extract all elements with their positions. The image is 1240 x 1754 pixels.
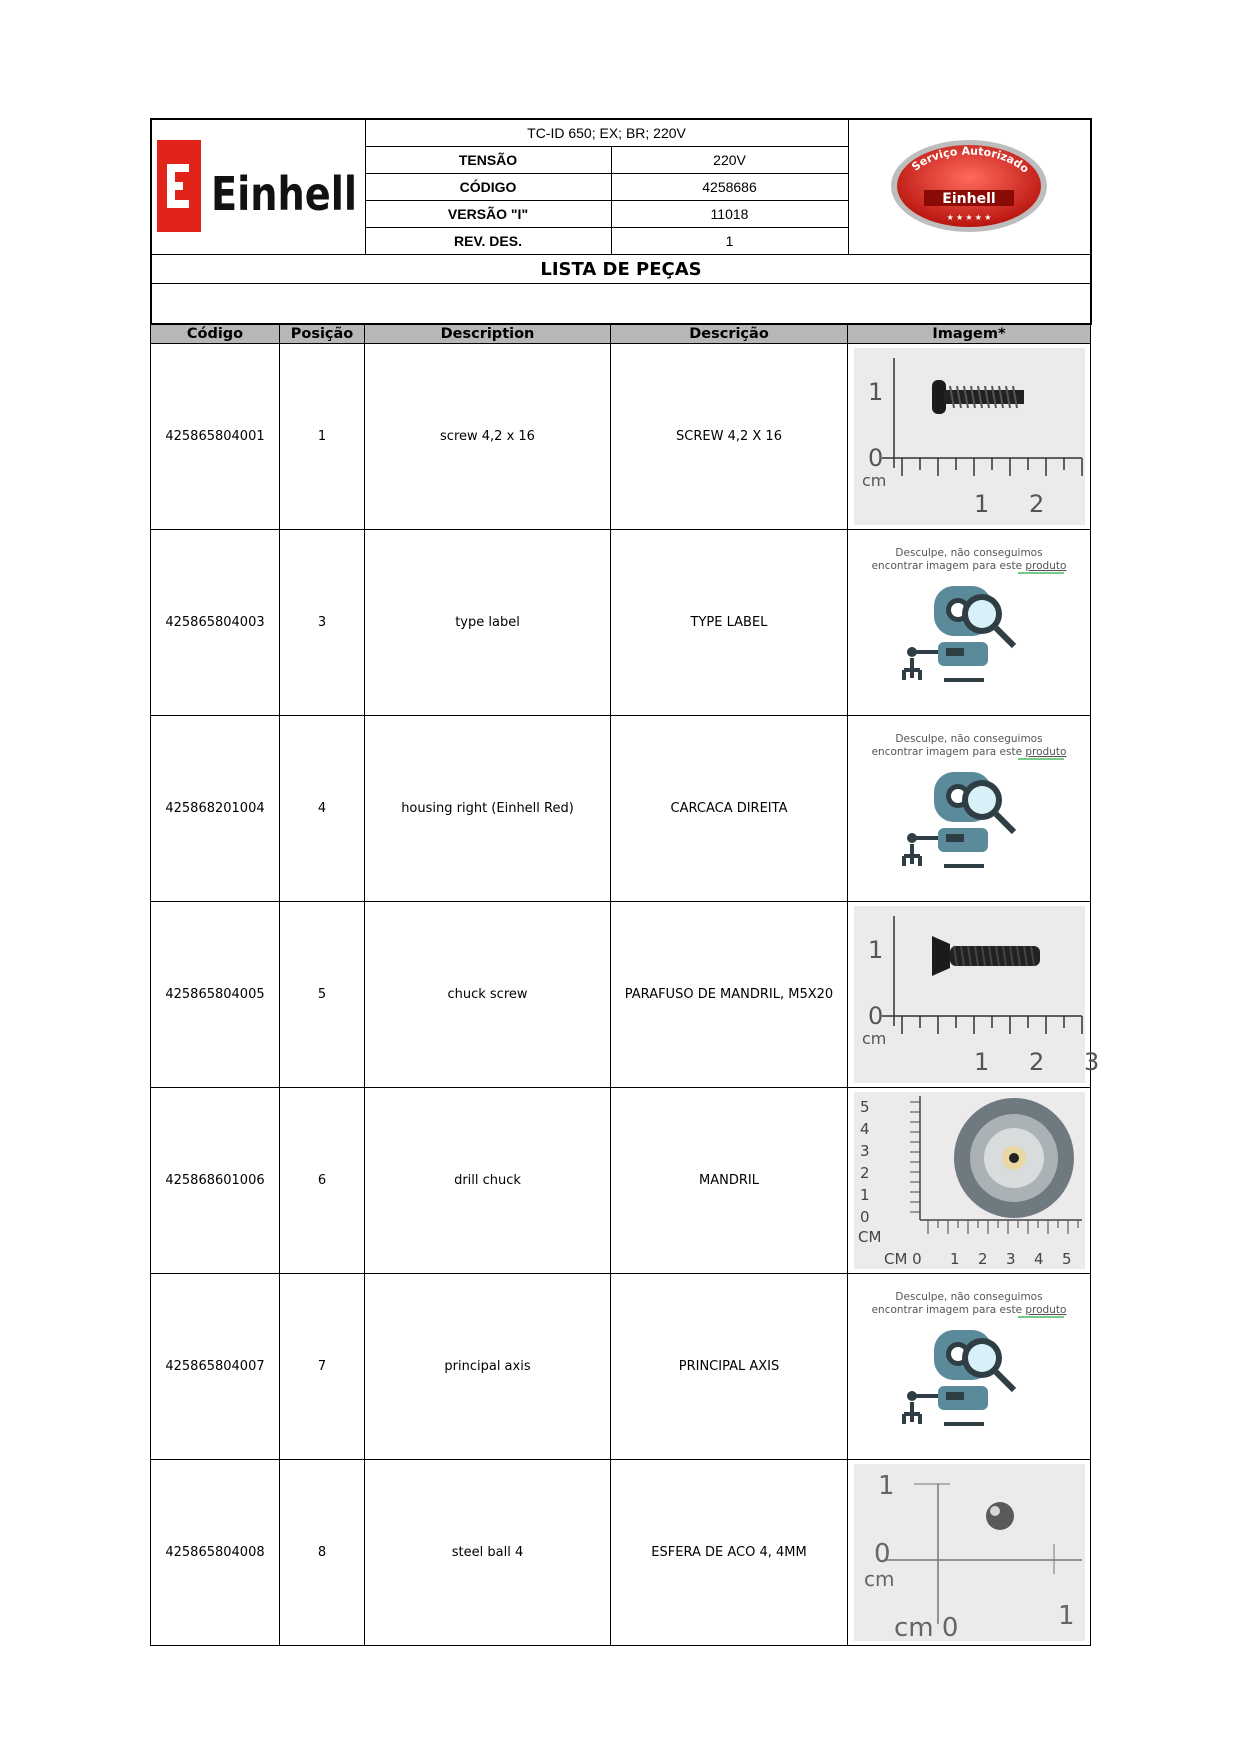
table-row [151,902,1091,1088]
part-position: 7 [280,1274,365,1460]
col-header-descricao: Descrição [611,325,848,344]
no-image-line1: Desculpe, não conseguimos [894,733,1043,745]
col-header-description: Description [365,325,611,344]
svg-text:1: 1 [949,1250,960,1268]
table-row [151,1274,1091,1460]
table-row [151,344,1091,530]
svg-text:cm 0: cm 0 [893,1613,958,1643]
part-description-en: steel ball 4 [365,1460,611,1646]
svg-text:1: 1 [1057,1601,1075,1631]
part-code: 425868201004 [151,716,280,902]
field-value-tensao: 220V [611,147,848,174]
svg-text:2: 2 [859,1164,870,1182]
part-description-en: principal axis [365,1274,611,1460]
svg-text:4: 4 [859,1120,870,1138]
field-label-codigo: CÓDIGO [365,174,611,201]
svg-text:3: 3 [1005,1250,1016,1268]
no-image-link: produto [1024,746,1066,758]
svg-text:5: 5 [1061,1250,1072,1268]
parts-list-sheet [150,118,1099,1646]
svg-text:2: 2 [1028,1048,1044,1076]
field-label-tensao: TENSÃO [365,147,611,174]
part-image [848,1274,1091,1460]
part-description-pt: ESFERA DE ACO 4, 4MM [611,1460,848,1646]
scale-unit: cm [861,471,886,490]
no-image-line2: encontrar imagem para este produto [871,746,1066,758]
field-value-rev: 1 [611,228,848,255]
part-code: 425865804005 [151,902,280,1088]
part-position: 1 [280,344,365,530]
no-image-link: produto [1024,560,1066,572]
svg-text:0: 0 [873,1539,891,1569]
spacer-row [151,284,1091,325]
part-image [848,344,1091,530]
col-header-imagem: Imagem* [848,325,1091,344]
einhell-logo [151,119,365,255]
col-header-posicao: Posição [280,325,365,344]
part-image [848,1460,1091,1646]
svg-text:1: 1 [867,378,883,406]
field-value-versao: 11018 [611,201,848,228]
robot-magnifier-icon [904,1330,1014,1426]
svg-text:★ ★ ★ ★ ★: ★ ★ ★ ★ ★ [946,212,992,222]
scale-unit: cm [863,1567,894,1591]
parts-table [150,324,1099,1646]
svg-text:0: 0 [867,1002,883,1030]
part-description-en: screw 4,2 x 16 [365,344,611,530]
part-description-pt: MANDRIL [611,1088,848,1274]
part-code: 425865804001 [151,344,280,530]
scale-unit: cm [861,1029,886,1048]
table-row [151,530,1091,716]
header-table [150,118,1092,325]
svg-text:0: 0 [867,444,883,472]
model-name: TC-ID 650; EX; BR; 220V [365,119,848,147]
col-header-codigo: Código [151,325,280,344]
no-image-line1: Desculpe, não conseguimos [894,547,1043,559]
table-row [151,1088,1091,1274]
part-position: 5 [280,902,365,1088]
svg-text:1: 1 [859,1186,870,1204]
field-value-codigo: 4258686 [611,174,848,201]
robot-magnifier-icon [904,772,1014,868]
part-code: 425865804003 [151,530,280,716]
part-description-pt: PARAFUSO DE MANDRIL, M5X20 [611,902,848,1088]
svg-text:1: 1 [877,1471,895,1501]
authorized-service-seal [848,119,1091,255]
field-label-rev: REV. DES. [365,228,611,255]
svg-text:1: 1 [973,490,989,518]
scale-unit: CM [857,1228,881,1246]
no-image-link: produto [1024,1304,1066,1316]
no-image-line1: Desculpe, não conseguimos [894,1291,1043,1303]
page-title: LISTA DE PEÇAS [151,255,1091,284]
part-description-en: housing right (Einhell Red) [365,716,611,902]
no-image-line2: encontrar imagem para este produto [871,560,1066,572]
robot-magnifier-icon [904,586,1014,682]
svg-text:1: 1 [867,936,883,964]
svg-text:3: 3 [1083,1048,1099,1076]
part-description-pt: SCREW 4,2 X 16 [611,344,848,530]
table-row [151,1460,1091,1646]
part-description-pt: CARCACA DIREITA [611,716,848,902]
svg-text:Einhell: Einhell [211,166,358,221]
part-description-pt: PRINCIPAL AXIS [611,1274,848,1460]
table-row [151,716,1091,902]
part-position: 4 [280,716,365,902]
part-code: 425868601006 [151,1088,280,1274]
no-image-line2: encontrar imagem para este produto [871,1304,1066,1316]
part-code: 425865804007 [151,1274,280,1460]
part-image [848,530,1091,716]
part-description-en: chuck screw [365,902,611,1088]
part-description-en: drill chuck [365,1088,611,1274]
svg-text:4: 4 [1033,1250,1044,1268]
part-position: 8 [280,1460,365,1646]
svg-text:0: 0 [859,1208,870,1226]
part-position: 6 [280,1088,365,1274]
part-description-en: type label [365,530,611,716]
svg-text:CM 0: CM 0 [883,1250,922,1268]
svg-text:5: 5 [859,1098,870,1116]
part-code: 425865804008 [151,1460,280,1646]
part-description-pt: TYPE LABEL [611,530,848,716]
part-image [848,902,1099,1088]
svg-text:Serviço Autorizado: Serviço Autorizado [909,143,1032,176]
svg-text:3: 3 [859,1142,870,1160]
svg-text:2: 2 [977,1250,988,1268]
part-image [848,1088,1091,1274]
field-label-versao: VERSÃO "I" [365,201,611,228]
svg-text:2: 2 [1028,490,1044,518]
svg-text:1: 1 [973,1048,989,1076]
svg-text:Einhell: Einhell [942,190,996,207]
part-image [848,716,1091,902]
part-position: 3 [280,530,365,716]
